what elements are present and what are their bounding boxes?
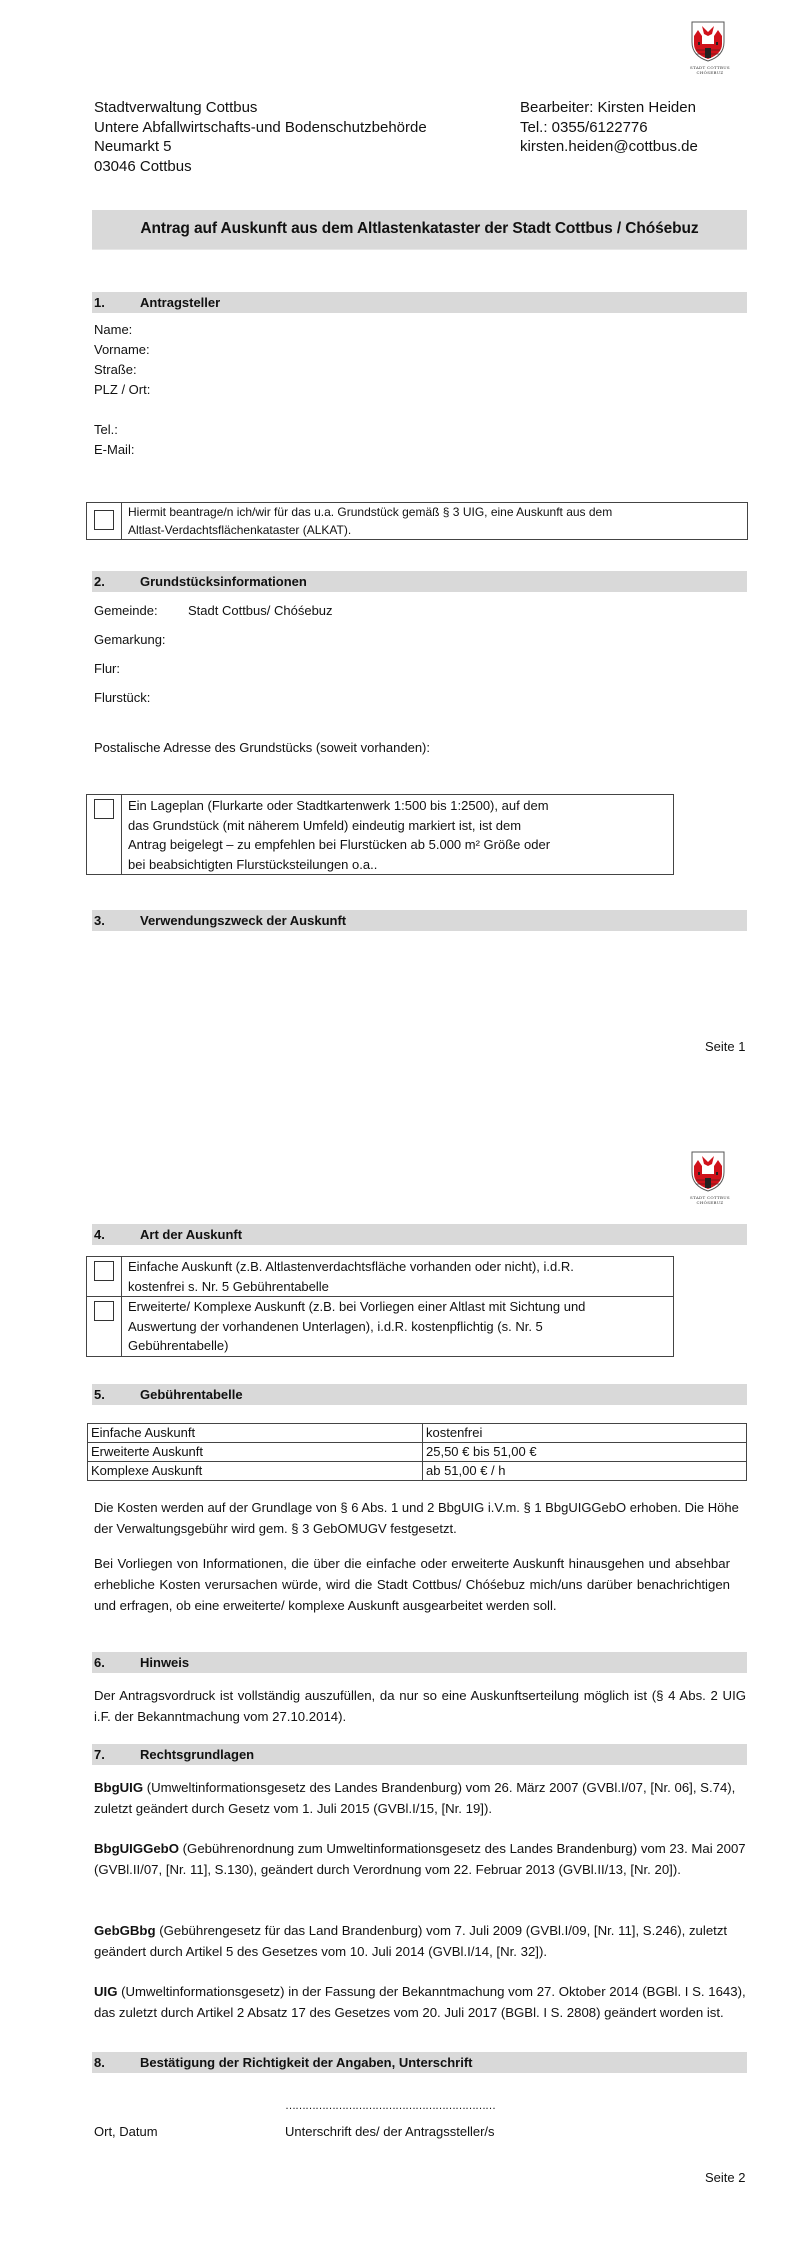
crest-label-line2: CHÓSEBUZ <box>696 1200 724 1205</box>
option-text-line: Einfache Auskunft (z.B. Altlastenverdachtsfläche vorhanden oder nicht), i.d.R. <box>128 1259 574 1274</box>
section-number: 6. <box>94 1655 105 1670</box>
checkbox-text-line: Antrag beigelegt – zu empfehlen bei Flurstücken ab 5.000 m² Größe oder <box>128 837 551 852</box>
section-title: Gebührentabelle <box>140 1387 243 1402</box>
checkbox-cell <box>87 795 122 875</box>
option-text <box>122 1297 674 1357</box>
request-checkbox-table <box>86 502 748 540</box>
coat-of-arms-icon <box>690 1150 726 1192</box>
checkbox-text-line: bei beabsichtigten Flurstücksteilungen o.a.. <box>128 856 378 872</box>
ort-datum-label: Ort, Datum <box>94 2124 158 2139</box>
field-strasse-label[interactable]: Straße: <box>94 362 137 377</box>
section-number: 2. <box>94 574 105 589</box>
checkbox-cell <box>87 1297 122 1357</box>
crest-label-line1: STADT COTTBUS <box>690 65 730 70</box>
option-text-line: Erweiterte/ Komplexe Auskunft (z.B. bei Vorliegen einer Altlast mit Sichtung und <box>128 1299 586 1314</box>
signature-label: Unterschrift des/ der Antragssteller/s <box>285 2124 495 2139</box>
coat-of-arms-icon <box>690 20 726 62</box>
legal-item <box>94 1981 746 2023</box>
sender-line: Neumarkt 5 <box>94 138 172 155</box>
section-title: Bestätigung der Richtigkeit der Angaben, Unterschrift <box>140 2055 473 2070</box>
checkbox-text-line: das Grundstück (mit näherem Umfeld) eindeutig markiert ist, ist dem <box>128 817 522 833</box>
erweiterte-auskunft-checkbox[interactable] <box>94 1301 114 1321</box>
legal-item <box>94 1920 746 1962</box>
field-flurstueck-label[interactable]: Flurstück: <box>94 690 151 705</box>
field-vorname-label[interactable]: Vorname: <box>94 342 150 357</box>
fee-type: Erweiterte Auskunft <box>88 1443 423 1462</box>
field-address-label[interactable]: Postalische Adresse des Grundstücks (soweit vorhanden): <box>94 740 431 755</box>
contact-person: Bearbeiter: Kirsten Heiden <box>520 99 696 116</box>
section-title: Verwendungszweck der Auskunft <box>140 913 347 928</box>
legal-text: (Umweltinformationsgesetz) in der Fassung der Bekanntmachung vom 27. Oktober 2014 (BGBl. I S. 1643), das zuletzt durch Artikel 2 Absatz 17 des Gesetzes vom 20. Juli 2017 (BGBl. I S. 2808) geändert worden ist. <box>94 1984 746 2020</box>
section-header-1 <box>92 292 747 313</box>
checkbox-cell <box>87 1257 122 1297</box>
checkbox-text <box>122 503 748 540</box>
fee-table <box>87 1423 747 1481</box>
checkbox-row <box>87 795 674 875</box>
section-number: 5. <box>94 1387 105 1402</box>
field-flur-label[interactable]: Flur: <box>94 661 120 676</box>
fee-row <box>88 1424 747 1443</box>
hinweis-paragraph: Der Antragsvordruck ist vollständig auszufüllen, da nur so eine Auskunftserteilung möglich ist (§ 4 Abs. 2 UIG i.F. der Bekanntmachung vom 27.10.2014). <box>94 1688 746 1724</box>
signature-line[interactable]: ……………………………………………………… <box>285 2100 495 2112</box>
field-plz-ort-label[interactable]: PLZ / Ort: <box>94 382 151 397</box>
form-title-bar <box>92 210 747 250</box>
section-title: Grundstücksinformationen <box>140 574 307 589</box>
legal-abbr: BbgUIG <box>94 1780 144 1795</box>
checkbox-text-line: Hiermit beantrage/n ich/wir für das u.a. Grundstück gemäß § 3 UIG, eine Auskunft aus dem <box>128 505 613 519</box>
sender-line: 03046 Cottbus <box>94 157 192 175</box>
page-number-2: Seite 2 <box>705 2170 746 2185</box>
fee-row <box>88 1443 747 1462</box>
field-gemeinde-label: Gemeinde: <box>94 603 158 618</box>
legal-abbr: GebGBbg <box>94 1923 156 1938</box>
lageplan-checkbox-table <box>86 794 674 875</box>
field-tel-label[interactable]: Tel.: <box>94 422 118 437</box>
fee-type: Einfache Auskunft <box>88 1424 423 1443</box>
auskunft-option-row <box>87 1257 674 1297</box>
request-checkbox[interactable] <box>94 510 114 530</box>
checkbox-text-line: Altlast-Verdachtsflächenkataster (ALKAT). <box>128 523 352 537</box>
section-header-7 <box>92 1744 747 1765</box>
fee-notice-paragraph: Bei Vorliegen von Informationen, die über die einfache oder erweiterte Auskunft hinausgehen und absehbar erhebliche Kosten verursachen würde, wird die Stadt Cottbus/ Chóśebuz mich/uns darüber benachrichtigen und erfragen, ob eine erweiterte/ komplexe Auskunft ausgearbeitet werden soll. <box>94 1556 730 1613</box>
fee-amount: kostenfrei <box>423 1424 747 1443</box>
fee-amount: ab 51,00 € / h <box>423 1462 747 1481</box>
option-text-line: Gebührentabelle) <box>128 1338 229 1353</box>
auskunft-option-row <box>87 1297 674 1357</box>
sender-line: Stadtverwaltung Cottbus <box>94 99 258 116</box>
section-header-3 <box>92 910 747 931</box>
option-text-line: Auswertung der vorhandenen Unterlagen), i.d.R. kostenpflichtig (s. Nr. 5 <box>128 1318 543 1334</box>
checkbox-cell <box>87 503 122 540</box>
page-number-1: Seite 1 <box>705 1039 746 1054</box>
section-title: Antragsteller <box>140 295 221 310</box>
contact-email[interactable]: kirsten.heiden@cottbus.de <box>520 138 698 155</box>
section-title: Hinweis <box>140 1655 190 1670</box>
section-header-5 <box>92 1384 747 1405</box>
city-crest-logo <box>690 1150 730 1205</box>
option-text <box>122 1257 674 1297</box>
crest-label-line2: CHÓSEBUZ <box>696 70 724 75</box>
legal-text: (Umweltinformationsgesetz des Landes Brandenburg) vom 26. März 2007 (GVBl.I/07, [Nr. 06], S.74), zuletzt geändert durch Gesetz vom 1. Juli 2015 (GVBl.I/15, [Nr. 19]). <box>94 1780 736 1816</box>
form-title: Antrag auf Auskunft aus dem Altlastenkataster der Stadt Cottbus / Chóśebuz <box>140 220 699 237</box>
section-number: 8. <box>94 2055 105 2070</box>
auskunft-type-table <box>86 1256 674 1357</box>
crest-label-line1: STADT COTTBUS <box>690 1195 730 1200</box>
section-number: 3. <box>94 913 105 928</box>
legal-text: (Gebührenordnung zum Umweltinformationsgesetz des Landes Brandenburg) vom 23. Mai 2007 (GVBl.II/07, [Nr. 11], S.130), geändert durch Verordnung vom 22. Februar 2013 (GVBl.II/13, [Nr. 20]). <box>94 1841 746 1877</box>
contact-info <box>520 98 698 157</box>
section-header-2 <box>92 571 747 592</box>
sender-address <box>94 98 427 176</box>
field-name-label[interactable]: Name: <box>94 322 133 337</box>
sender-line: Untere Abfallwirtschafts-und Bodenschutzbehörde <box>94 118 427 136</box>
section-number: 1. <box>94 295 105 310</box>
fee-basis-paragraph: Die Kosten werden auf der Grundlage von § 6 Abs. 1 und 2 BbgUIG i.V.m. § 1 BbgUIGGebO erhoben. Die Höhe der Verwaltungsgebühr wird gem. § 3 GebOMUGV festgesetzt. <box>94 1500 739 1536</box>
fee-type: Komplexe Auskunft <box>88 1462 423 1481</box>
section-title: Art der Auskunft <box>140 1227 243 1242</box>
section-header-6 <box>92 1652 747 1673</box>
option-text-line: kostenfrei s. Nr. 5 Gebührentabelle <box>128 1278 329 1294</box>
section-header-4 <box>92 1224 747 1245</box>
legal-abbr: BbgUIGGebO <box>94 1841 179 1856</box>
checkbox-text <box>122 795 674 875</box>
section-title: Rechtsgrundlagen <box>140 1747 255 1762</box>
city-crest-logo <box>690 20 730 75</box>
checkbox-row <box>87 503 748 540</box>
legal-text: (Gebührengesetz für das Land Brandenburg) vom 7. Juli 2009 (GVBl.I/09, [Nr. 11], S.246), zuletzt geändert durch Artikel 5 des Gesetzes vom 10. Juli 2014 (GVBl.I/14, [Nr. 32]). <box>94 1923 728 1959</box>
fee-amount: 25,50 € bis 51,00 € <box>423 1443 747 1462</box>
field-email-label[interactable]: E-Mail: <box>94 442 135 457</box>
fee-row <box>88 1462 747 1481</box>
field-gemarkung-label[interactable]: Gemarkung: <box>94 632 166 647</box>
contact-phone: Tel.: 0355/6122776 <box>520 118 648 136</box>
legal-item <box>94 1777 746 1819</box>
section-header-8 <box>92 2052 747 2073</box>
lageplan-checkbox[interactable] <box>94 799 114 819</box>
legal-abbr: UIG <box>94 1984 118 1999</box>
section-number: 4. <box>94 1227 105 1242</box>
field-gemeinde-value: Stadt Cottbus/ Chóśebuz <box>188 603 333 618</box>
legal-item <box>94 1838 746 1880</box>
checkbox-text-line: Ein Lageplan (Flurkarte oder Stadtkartenwerk 1:500 bis 1:2500), auf dem <box>128 798 549 813</box>
einfache-auskunft-checkbox[interactable] <box>94 1261 114 1281</box>
section-number: 7. <box>94 1747 105 1762</box>
